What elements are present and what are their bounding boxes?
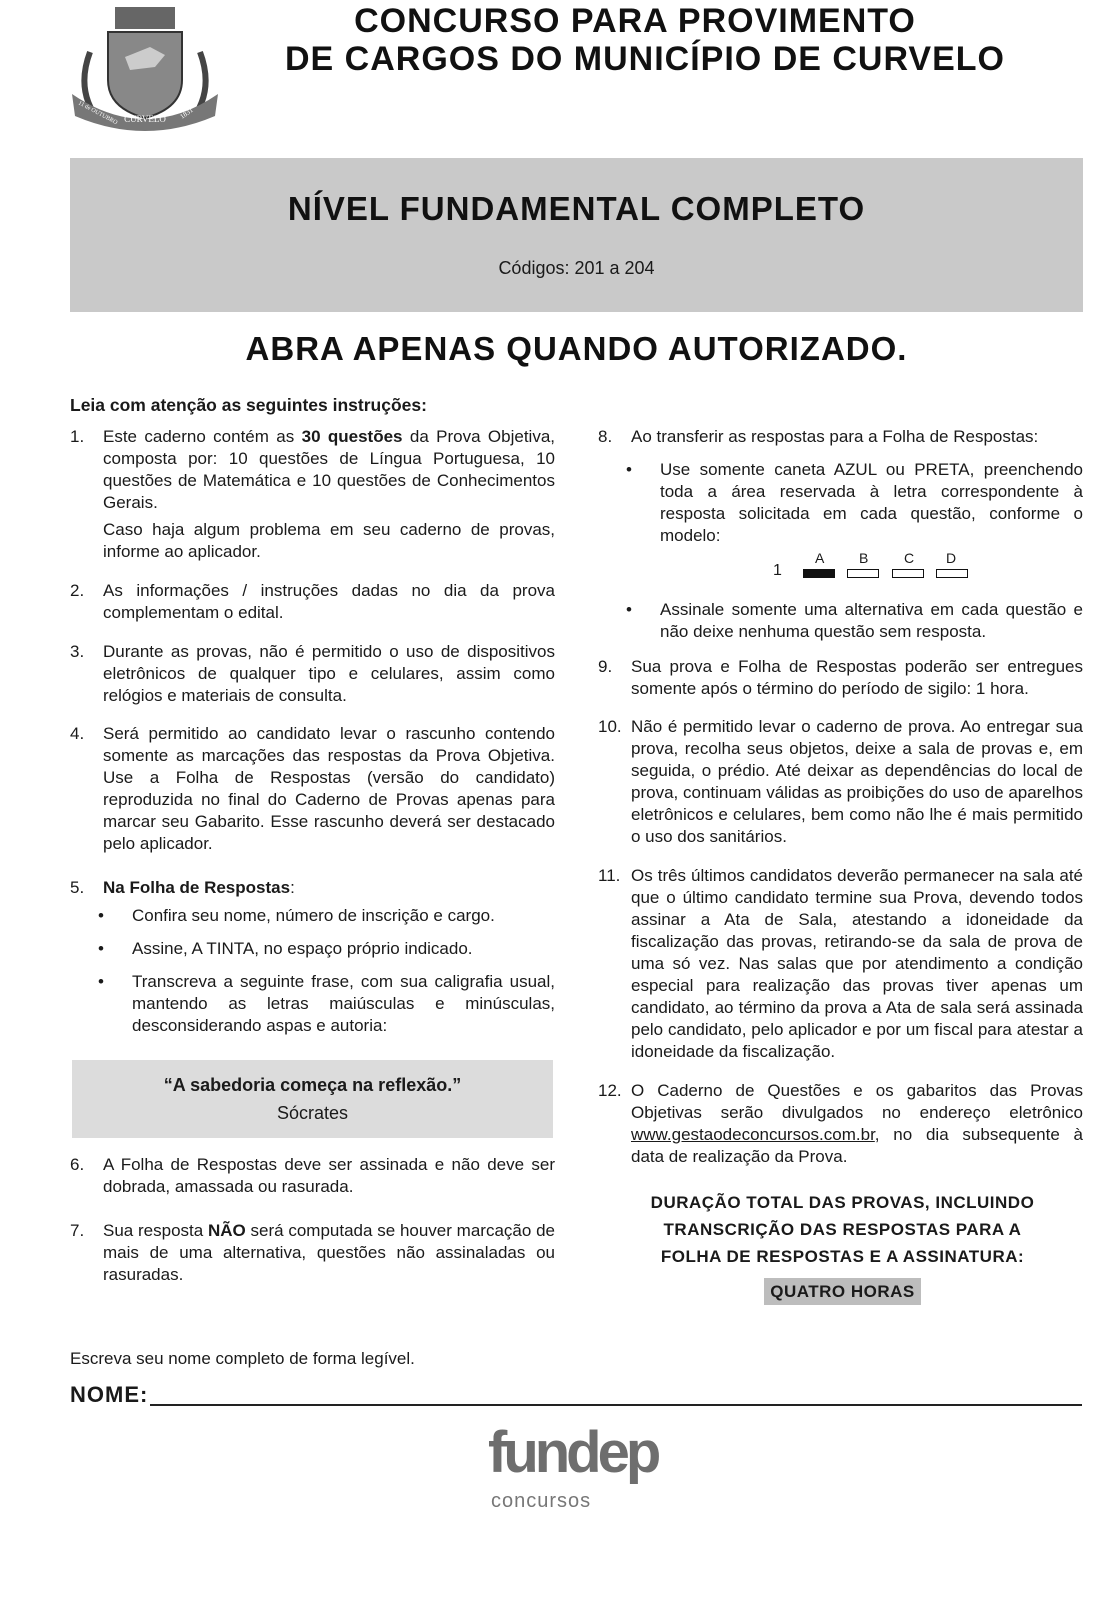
title-line-2: DE CARGOS DO MUNICÍPIO DE CURVELO — [285, 40, 1005, 78]
codes: Códigos: 201 a 204 — [498, 258, 655, 278]
item-number: 7. — [70, 1221, 85, 1240]
option-label: D — [946, 550, 957, 566]
duration-value: QUATRO HORAS — [764, 1278, 921, 1305]
bullet-text: Assine, A TINTA, no espaço próprio indicado. — [132, 939, 473, 958]
empty-bubble — [936, 569, 968, 578]
empty-bubble — [847, 569, 879, 578]
instruction-2 — [70, 580, 555, 624]
item-number: 3. — [70, 642, 85, 661]
item-number: 2. — [70, 581, 85, 600]
text: Sua prova e Folha de Respostas poderão ser entregues somente após o término do período de sigilo: 1 hora. — [631, 657, 1083, 698]
filled-bubble — [803, 569, 835, 578]
quote-box — [72, 1060, 553, 1138]
option-label: C — [904, 550, 915, 566]
item-number: 9. — [598, 657, 613, 676]
fundep-logo-sub: concursos — [491, 1490, 592, 1512]
name-hint: Escreva seu nome completo de forma legível. — [70, 1349, 415, 1368]
name-input-line[interactable] — [150, 1404, 1082, 1406]
duration-line: TRANSCRIÇÃO DAS RESPOSTAS PARA A — [663, 1220, 1022, 1239]
quote-text: “A sabedoria começa na reflexão.” — [163, 1075, 462, 1095]
text: : — [290, 878, 295, 897]
website-link[interactable]: www.gestaodeconcursos.com.br — [631, 1125, 875, 1144]
bullet-text: Confira seu nome, número de inscrição e cargo. — [132, 906, 495, 925]
item-number: 1. — [70, 427, 85, 446]
item-number: 10. — [598, 717, 622, 736]
bullet-text: Transcreva a seguinte frase, com sua caligrafia usual, mantendo as letras maiúsculas e minúsculas, desconsiderando aspas e autoria: — [132, 972, 555, 1035]
instruction-12 — [598, 1080, 1083, 1168]
bold-text: Na Folha de Respostas — [103, 878, 291, 897]
text: Este caderno contém as — [103, 427, 302, 446]
text: Sua resposta — [103, 1221, 208, 1240]
name-label: NOME: — [70, 1382, 149, 1407]
empty-bubble — [892, 569, 924, 578]
instructions-heading: Leia com atenção as seguintes instruções: — [70, 395, 427, 415]
text: Os três últimos candidatos deverão permanecer na sala até que o último candidato termine sua Prova, devendo todos assinar a Ata de Sala, atestando a idoneidade da fiscalização das provas, retirando-se da sala de prova de uma só vez. Nas salas que por atendimento a condição especial para realização das provas tiver apenas um candidato, ao término da prova a Ata de sala será assinada pelo candidato, pelo aplicador e por um fiscal para atestar a idoneidade da fiscalização. — [631, 866, 1083, 1061]
instruction-4 — [70, 723, 555, 855]
instruction-8: 8. Ao transferir as respostas para a Folha de Respostas: • Use somente caneta AZUL ou PRETA, preenchendo toda a área reservada à letra correspondente à resposta solicitada em cada questão, conforme o modelo: • Assinale somente uma alternativa em cada questão e não deixe nenhuma questão sem resposta. — [598, 427, 1083, 641]
item-number: 5. — [70, 878, 85, 897]
text: da Prova Objetiva, composta por: 10 questões de Língua Portuguesa, 10 questões de Matemática e 10 questões de Conhecimentos Gerais. — [103, 427, 556, 512]
crest-date: 11 de OUTUBRO — [77, 100, 119, 127]
instruction-1 — [70, 426, 555, 568]
instruction-5: 5. Na Folha de Respostas: • Confira seu nome, número de inscrição e cargo. • Assine, A TINTA, no espaço próprio indicado. • Transcreva a seguinte frase, com sua caligrafia usual, mantendo as letras maiúsculas e minúsculas, desconsiderando aspas e autoria: — [70, 878, 555, 1035]
instruction-11 — [598, 865, 1083, 1063]
text: As informações / instruções dadas no dia da prova complementam o edital. — [103, 581, 555, 622]
instruction-7 — [70, 1220, 555, 1286]
text: , no dia subsequente à data de realização da Prova. — [631, 1125, 1083, 1166]
instruction-9 — [598, 656, 1083, 700]
text: A Folha de Respostas deve ser assinada e não deve ser dobrada, amassada ou rasurada. — [103, 1155, 555, 1196]
item-number: 11. — [598, 866, 621, 885]
text: Não é permitido levar o caderno de prova. Ao entregar sua prova, recolha seus objetos, deixe a sala de provas e, em seguida, o prédio. Até deixar as dependências do local de prova, continuam válidas as proibições do uso de aparelhos eletrônicos e celulares, bem como não lhe é mais permitido o uso dos sanitários. — [631, 717, 1083, 846]
open-warning: ABRA APENAS QUANDO AUTORIZADO. — [245, 330, 908, 367]
option-label: B — [859, 550, 869, 566]
bullet-text: Assinale somente uma alternativa em cada questão e não deixe nenhuma questão sem resposta. — [660, 600, 1083, 641]
text: Ao transferir as respostas para a Folha de Respostas: — [631, 427, 1039, 446]
text: será computada se houver marcação de mais de uma alternativa, questões não assinaladas ou rasuradas. — [103, 1221, 555, 1284]
instruction-3 — [70, 641, 555, 707]
curvelo-crest-logo — [70, 2, 220, 137]
bold-text: 30 questões — [301, 427, 403, 446]
duration-line: FOLHA DE RESPOSTAS E A ASSINATURA: — [660, 1247, 1025, 1266]
item-number: 4. — [70, 724, 85, 743]
bold-text: NÃO — [207, 1221, 246, 1240]
item-number: 8. — [598, 427, 613, 446]
duration-line: DURAÇÃO TOTAL DAS PROVAS, INCLUINDO — [650, 1193, 1035, 1212]
crest-year: 1831 — [178, 106, 195, 121]
text: Será permitido ao candidato levar o rascunho contendo somente as marcações das respostas da Prova Objetiva. Use a Folha de Respostas (versão do candidato) reproduzida no final do Caderno de Provas apenas para marcar seu Gabarito. Esse rascunho deverá ser destacado pelo aplicador. — [103, 724, 555, 853]
option-label: A — [815, 550, 825, 566]
crest-city-name: CURVELO — [124, 114, 166, 124]
title-line-1: CONCURSO PARA PROVIMENTO — [354, 2, 916, 40]
instruction-10 — [598, 716, 1083, 848]
item-number: 6. — [70, 1155, 85, 1174]
text: Durante as provas, não é permitido o uso de dispositivos eletrônicos de qualquer tipo e celulares, assim como relógios e materiais de consulta. — [103, 642, 555, 705]
level-band — [70, 158, 1083, 312]
instruction-6 — [70, 1154, 555, 1198]
bullet-text: Use somente caneta AZUL ou PRETA, preenchendo toda a área reservada à letra correspondente à resposta solicitada em cada questão, conforme o modelo: — [660, 460, 1083, 545]
item-number: 12. — [598, 1081, 622, 1100]
model-question-number: 1 — [773, 562, 782, 579]
text: O Caderno de Questões e os gabaritos das Provas Objetivas serão divulgados no endereço eletrônico — [631, 1081, 1083, 1122]
text: Caso haja algum problema em seu caderno de provas, informe ao aplicador. — [103, 520, 555, 561]
duration-block — [600, 1189, 1085, 1305]
quote-author: Sócrates — [276, 1103, 349, 1123]
level-title: NÍVEL FUNDAMENTAL COMPLETO — [287, 190, 866, 227]
fundep-logo: fundep — [488, 1420, 658, 1485]
